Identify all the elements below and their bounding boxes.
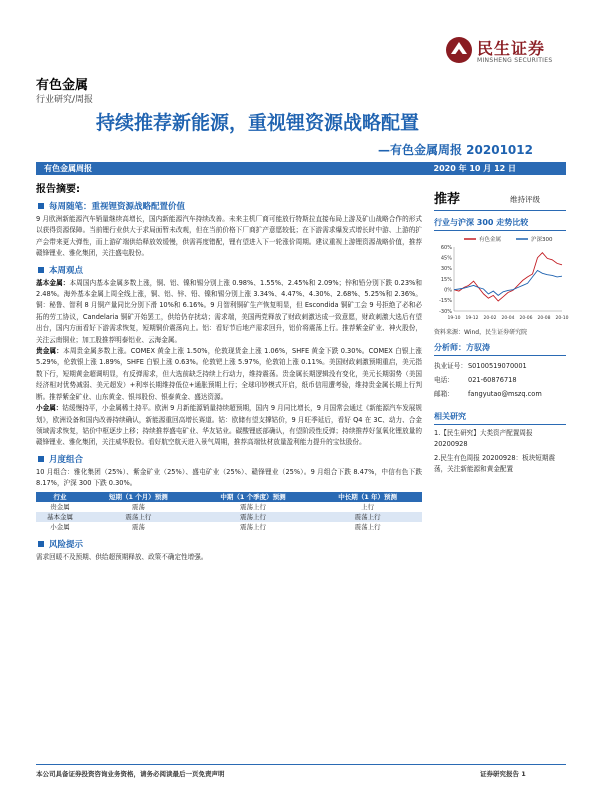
paragraph-base-metals: 基本金属：本周国内基本金属多数上涨，铜、铝、镍和锡分别上涨 0.98%、1.55%、2.45%和 2.09%；锌和铅分别下跌 0.23%和 2.48%。海外基本金属上周全线上涨，铜、铝、锌、铅、镍和锡分别上涨 3.34%、4.47%、4.30%、2.68%、5.25%和 2.36%。铜：秘鲁、智利 8 月铜产量同比分别下滑 10%和 6.16%。9 月智利铜矿生产恢复明显，但 Escondida 铜矿工会 9 号拒绝了必和必拓的劳工协议，Candelaria 铜矿开始罢工，供给仍存扰动；需求端，美国两党释放了财政刺激达成一致意愿，财政刺激大选后有望出台，国内方面看好下游需求恢复，短期铜价震荡向上。铝：看好节后地产需求回升，铝价将震荡上行。推荐紫金矿业、神火股份，关注云南铜业；加工股推荐明泰铝业、云海金属。	[36, 278, 422, 344]
analyst-email: 邮箱： fangyutao@mszq.com	[434, 390, 542, 398]
section-heading: 风险提示	[36, 538, 422, 550]
y-tick-label: -15%	[439, 298, 452, 305]
report-title: 持续推荐新能源，重视锂资源战略配置	[96, 112, 420, 134]
recommendation: 推荐	[434, 192, 461, 207]
square-bullet-icon	[38, 203, 44, 209]
y-tick-label: 60%	[440, 244, 452, 251]
y-tick-label: -30%	[439, 308, 452, 315]
paragraph-precious-metals: 贵金属：本周贵金属多数上涨。COMEX 黄金上涨 1.50%，伦敦现货金上涨 1.06%，SHFE 黄金下跌 0.30%。COMEX 白银上涨 5.29%，伦敦银上涨 1.89%，SHFE 白银上涨 0.63%。伦敦钯上涨 5.97%，伦敦铂上涨 0.11%。美国财政刺激预期重启，美元指数下行，短期黄金超调明显，有反弹需求，但大选前缺乏持续上行动力，维持震荡。贵金属长期逻辑没有变化，美元长期弱势（美国经济相对优势减弱、美元超发）+利率长期维持低位+通胀预期上行；全球印钞模式开启，纸币信用遭考验，维持贵金属长期上行判断。推荐紫金矿业、山东黄金、银邦股份、银泰黄金、盛达资源。	[36, 347, 423, 401]
x-tick-label: 19-10	[447, 316, 461, 321]
table-header: 中长期（1 年）预测	[313, 492, 422, 502]
x-tick-label: 20-04	[501, 316, 515, 321]
analyst-heading: 分析师：方驭涛	[434, 342, 566, 356]
table-row: 贵金属 震荡 震荡上行 上行	[50, 503, 375, 512]
x-tick-label: 20-06	[519, 316, 533, 321]
brand-logo	[445, 36, 575, 72]
legend-label: 沪深300	[531, 237, 553, 243]
x-tick-label: 20-10	[555, 316, 569, 321]
table-row: 基本金属 震荡上行 震荡上行 震荡上行	[36, 512, 422, 522]
related-item[interactable]: 1.【民生研究】大类资产配置周报20200928	[434, 429, 533, 448]
x-tick-label: 20-08	[537, 316, 551, 321]
x-tick-label: 20-02	[483, 316, 497, 321]
y-tick-label: 30%	[440, 266, 452, 273]
analyst-phone: 电话： 021-60876718	[434, 376, 517, 384]
table-header: 中期（1 个季度）预测	[193, 492, 314, 502]
summary-heading: 报告摘要:	[36, 184, 80, 195]
trend-chart	[434, 233, 569, 325]
logo-chinese-text: 民生证券	[477, 39, 546, 58]
divider	[434, 210, 566, 211]
risk-text: 需求回暖不及预期、供给超预期释放、政策不确定性增强。	[36, 552, 208, 561]
section-heading: 每周随笔：重视锂资源战略配置价值	[36, 200, 422, 212]
band-date: 2020 年 10 月 12 日	[433, 164, 516, 173]
section-heading: 月度组合	[36, 453, 422, 465]
footer-page: 证券研究报告 1	[480, 770, 526, 778]
chart-heading: 行业与沪深 300 走势比较	[434, 217, 566, 231]
analyst-license: 执业证号： S0100519070001	[434, 362, 527, 370]
series-line	[454, 253, 562, 301]
rating-note: 维持评级	[510, 195, 540, 204]
minsheng-logo-icon	[445, 36, 473, 64]
y-tick-label: 15%	[440, 276, 452, 283]
table-header: 行业	[36, 492, 84, 502]
paragraph-minor-metals: 小金属：钴缓慢持平，小金属稀土持平。欧洲 9 月新能源销量持续超预期，国内 9 月同比增长，9 月国常会通过《新能源汽车发展规划》，欧洲设备和国内改善持续确认，新能源重回高增长赛道。钴：欧储有望支撑钴价，9 月旺季延后，看好 Q4 在 3C、动力、合金领域需求恢复，钴价中枢逐步上移；持续推荐盛屯矿业、华友钴业。碳酸锂底部确认，有望阶段性反弹；持续推荐好氢氧化锂放量的赣锋锂业、雅化集团，关注威华股份。看好航空航天进入景气周期，推荐高端钛材放量盈利能力提升的宝钛股份。	[36, 404, 422, 447]
report-subtitle: —有色金属周报 20201012	[378, 143, 533, 157]
series-line	[454, 271, 562, 296]
chart-source: 资料来源：Wind，民生证券研究院	[434, 329, 528, 336]
y-tick-label: 0%	[444, 287, 452, 294]
section-heading: 本周观点	[36, 264, 422, 276]
square-bullet-icon	[38, 456, 44, 462]
related-heading: 相关研究	[434, 411, 566, 425]
x-tick-label: 19-12	[465, 316, 479, 321]
sector-label: 有色金属	[36, 78, 89, 93]
paragraph-portfolio: 10 月组合：雅化集团（25%）、紫金矿业（25%）、盛屯矿业（25%）、赣锋锂业（25%）。9 月组合下跌 8.47%，中信有色下跌 8.17%，沪深 300 下跌 0.30%。	[36, 467, 422, 488]
square-bullet-icon	[38, 267, 44, 273]
forecast-table	[36, 492, 422, 532]
footer-disclaimer: 本公司具备证券投资咨询业务资格，请务必阅读最后一页免责声明	[36, 770, 225, 778]
header-band	[36, 162, 566, 175]
sidebar	[434, 188, 569, 475]
table-row: 小金属 震荡 震荡上行 震荡上行	[50, 523, 381, 532]
table-header: 短期（1 个月）预测	[84, 492, 193, 502]
related-item[interactable]: 2.民生有色周报 20200928：板块短期震荡，关注新能源和黄金配置	[434, 454, 556, 473]
trend-chart-svg	[434, 233, 569, 325]
square-bullet-icon	[38, 541, 44, 547]
main-content	[36, 196, 422, 563]
paragraph: 9 月欧洲新能源汽车销量继续高增长，国内新能源汽车持续改善。未来主机厂商可能放行特斯拉直接布局上游及矿山战略合作的形式以获得资源保障。当前锂行业供大于求局面暂未改观，但在当前价格下厂商扩产意愿较低；在下游需求爆发式增长时中游、上游的扩产会带来更大弹性，而上游矿端供给释放效缓慢，供需再度错配，锂有望进入下一轮涨价周期。建议重视上游锂资源战略价值，推荐赣锋锂业、雅化集团，关注盛屯股份。	[36, 215, 422, 258]
footer-divider	[36, 764, 566, 765]
legend-label: 有色金属	[479, 237, 502, 243]
y-tick-label: 45%	[440, 255, 452, 262]
report-type: 行业研究/周报	[36, 95, 94, 105]
logo-english-text: MINSHENG SECURITIES	[477, 57, 553, 64]
band-series-name: 有色金属周报	[44, 164, 92, 173]
